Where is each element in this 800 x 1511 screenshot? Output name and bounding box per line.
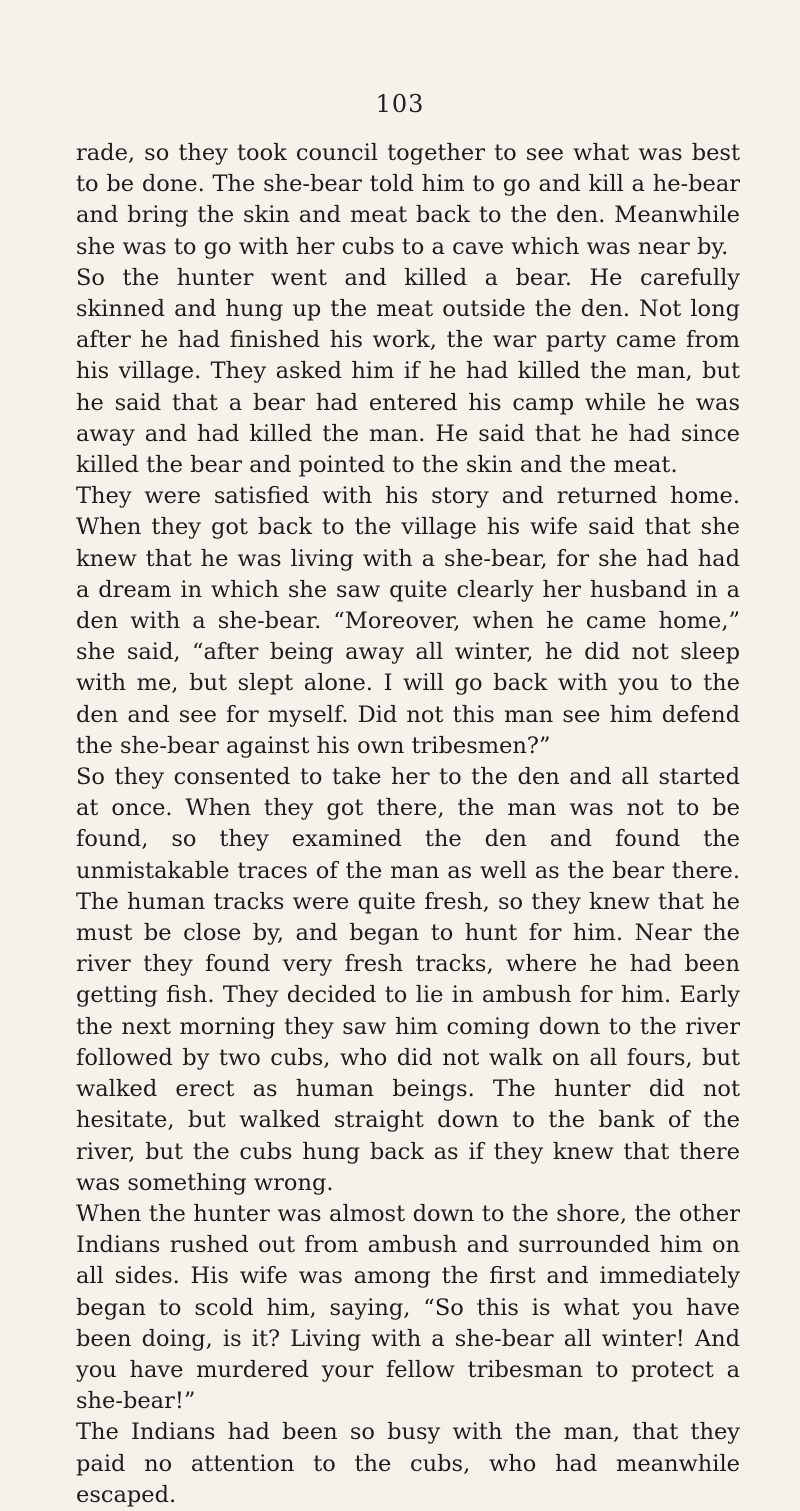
paragraph-4: So they consented to take her to the den and all started at once. When they got there, the man was not to be found, so they examined the den and found the unmistakable traces of the man as well as the bear there. The human tracks were quite fresh, so they knew that he must be close by, and began to hunt for him. Near the river they found very fresh tracks, where he had been getting fish. They decided to lie in ambush for him. Early the next morning they saw him coming down to the river followed by two cubs, who did not walk on all fours, but walked erect as human beings. The hunter did not hesitate, but walked straight down to the bank of the river, but the cubs hung back as if they knew that there was something wrong. — [76, 764, 740, 1196]
paragraph-3: They were satisfied with his story and returned home. When they got back to the village his wife said that she knew that he was living with a she-bear, for she had had a dream in which she saw quite clearly her husband in a den with a she-bear. “Moreover, when he came home,” she said, “after being away all winter, he did not sleep with me, but slept alone. I will go back with you to the den and see for myself. Did not this man see him defend the she-bear against his own tribesmen?” — [76, 483, 740, 759]
body-text — [76, 138, 740, 1511]
paragraph-1: rade, so they took council together to see what was best to be done. The she-bear told him to go and kill a he-bear and bring the skin and meat back to the den. Meanwhile she was to go with her cubs to a cave which was near by. — [76, 140, 740, 260]
page-number: 103 — [375, 90, 425, 118]
paragraph-5: When the hunter was almost down to the shore, the other Indians rushed out from ambush and surrounded him on all sides. His wife was among the first and immediately began to scold him, saying, “So this is what you have been doing, is it? Living with a she-bear all winter! And you have murdered your fellow tribesman to protect a she-bear!” — [76, 1200, 740, 1415]
paragraph-2: So the hunter went and killed a bear. He carefully skinned and hung up the meat outside the den. Not long after he had finished his work, the war party came from his village. They asked him if he had killed the man, but he said that a bear had entered his camp while he was away and had killed the man. He said that he had since killed the bear and pointed to the skin and the meat. — [76, 264, 740, 479]
paragraph-6: The Indians had been so busy with the man, that they paid no attention to the cubs, who had meanwhile escaped. — [76, 1419, 740, 1508]
